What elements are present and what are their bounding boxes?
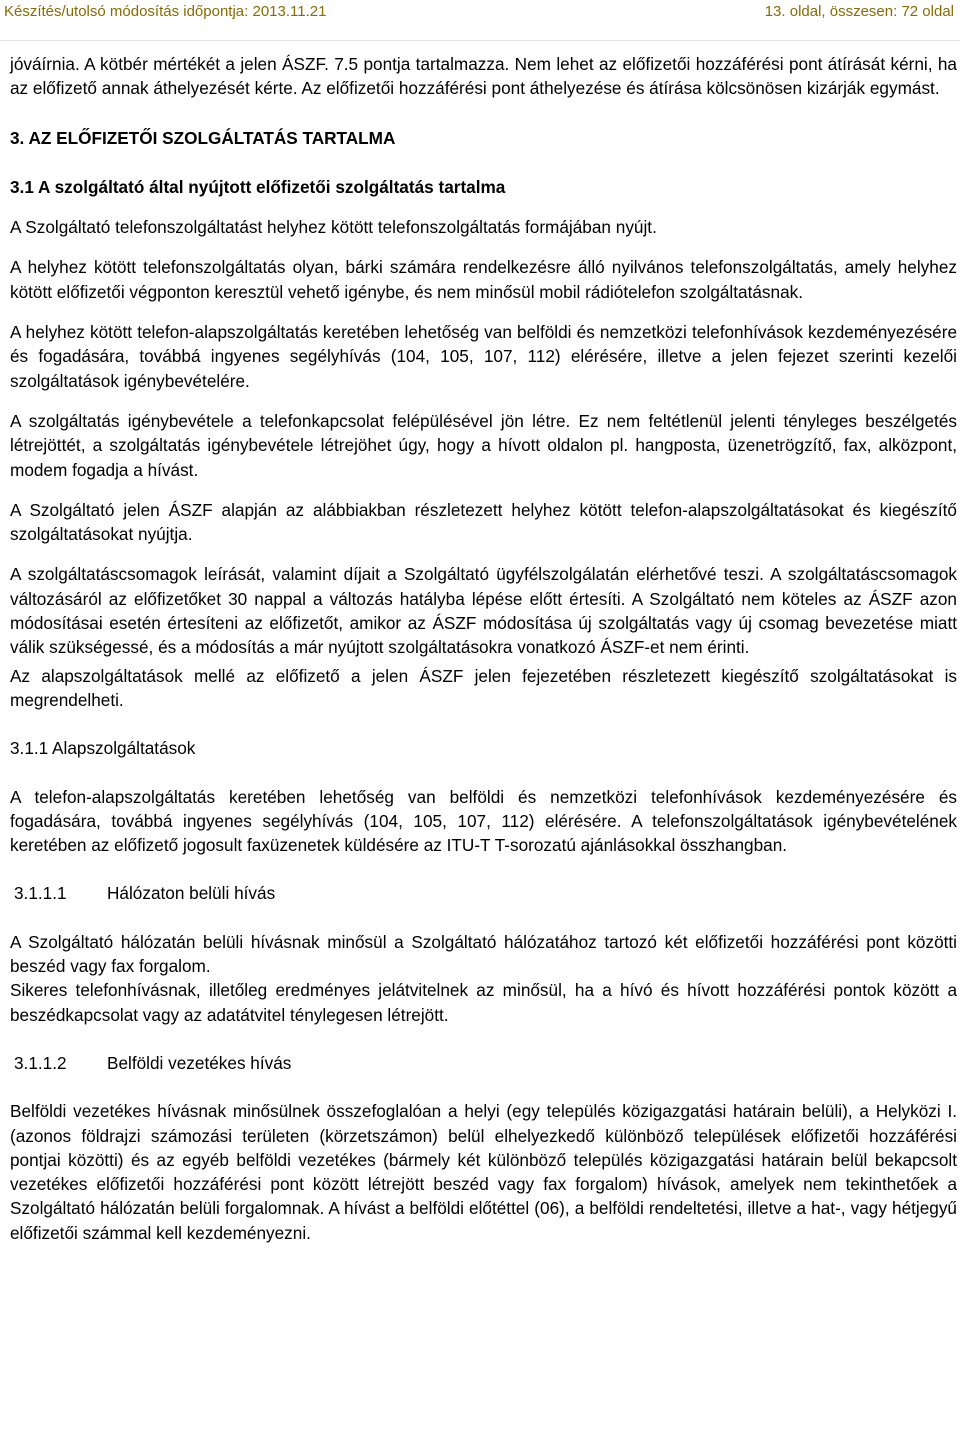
section-title: Belföldi vezetékes hívás <box>107 1052 292 1073</box>
section-heading-3-1-1-2 <box>10 1051 957 1075</box>
paragraph-intro: jóváírnia. A kötbér mértékét a jelen ÁSZF. 7.5 pontja tartalmazza. Nem lehet az előfizetői hozzáférési pont átírását kérni, ha az előfizető annak áthelyezését kérte. Az előfizetői hozzáférési pont áthelyezése és átírása kölcsönösen kizárják egymást. <box>10 54 957 99</box>
paragraph: Az alapszolgáltatások mellé az előfizető a jelen ÁSZF jelen fejezetében részletezett kiegészítő szolgáltatásokat is megrendelheti. <box>10 665 957 710</box>
paragraph: A helyhez kötött telefon-alapszolgáltatás keretében lehetőség van belföldi és nemzetközi telefonhívások kezdeményezésére és fogadására, továbbá ingyenes segélyhívás (104, 105, 107, 112) elérésére, illetve a jelen fejezet szerinti kezelői szolgáltatások igénybevételére. <box>10 322 957 391</box>
paragraph: Sikeres telefonhívásnak, illetőleg eredményes jelátvitelnek az minősül, ha a hívó és hívott hozzáférési pontok között a beszédkapcsolat vagy az adatátvitel ténylegesen létrejött. <box>10 980 957 1025</box>
section-number: 3.1.1.2 <box>14 1052 67 1073</box>
section-title: Hálózaton belüli hívás <box>107 883 276 904</box>
page-header <box>0 0 960 41</box>
header-page-count: 13. oldal, összesen: 72 oldal <box>764 3 954 20</box>
section-heading-3-1-1: 3.1.1 Alapszolgáltatások <box>10 738 196 759</box>
paragraph: A szolgáltatáscsomagok leírását, valamint díjait a Szolgáltató ügyfélszolgálatán elérhetővé teszi. A szolgáltatáscsomagok változásáról az előfizetőket 30 nappal a változás hatályba lépése előtt értesíti. A Szolgáltató nem köteles az ÁSZF azon módosításai esetén értesíteni az előfizetőt, amikor az ÁSZF módosítása új szolgáltatás vagy új csomag bevezetése miatt válik szükségessé, és a módosítás a már nyújtott szolgáltatásokra vonatkozó ÁSZF-et nem érinti. <box>10 564 957 658</box>
section-number: 3.1.1.1 <box>14 883 67 904</box>
paragraph: A Szolgáltató telefonszolgáltatást helyhez kötött telefonszolgáltatás formájában nyújt. <box>10 217 657 238</box>
paragraph: A szolgáltatás igénybevétele a telefonkapcsolat felépülésével jön létre. Ez nem feltétlenül jelenti tényleges beszélgetés létrejöttét, a szolgáltatás igénybevétele létrejöhet úgy, hogy a hívott oldalon pl. hangposta, üzenetrögzítő, fax, alközpont, modem fogadja a hívást. <box>10 410 957 480</box>
header-timestamp: Készítés/utolsó módosítás időpontja: 2013.11.21 <box>4 3 327 20</box>
document-body <box>10 40 957 1245</box>
paragraph: A Szolgáltató jelen ÁSZF alapján az alábbiakban részletezett helyhez kötött telefon-alapszolgáltatásokat és kiegészítő szolgáltatásokat nyújtja. <box>10 499 957 545</box>
paragraph: A helyhez kötött telefonszolgáltatás olyan, bárki számára rendelkezésre álló nyilvános telefonszolgáltatás, amely helyhez kötött előfizetői végponton keresztül vehető igénybe, és nem minősül mobil rádiótelefon szolgáltatásnak. <box>10 257 957 302</box>
paragraph: Belföldi vezetékes hívásnak minősülnek összefoglalóan a helyi (egy település közigazgatási határain belüli), a Helyközi I. (azonos földrajzi számozási területen (körzetszámon) belül elhelyezkedő különböző települések előfizetői hozzáférési pontjai közötti) és az egyéb belföldi vezetékes (bármely két különböző település közigazgatási határain belül bekapcsolt vezetékes előfizetői hozzáférési pont között létrejött beszéd vagy fax forgalom) hívások, amelyek nem tekinthetőek a Szolgáltató hálózatán belüli forgalomnak. A hívást a belföldi előtéttel (06), a belföldi rendeltetési, illetve a hat-, vagy hétjegyű előfizetői számmal kell kezdeményezni. <box>10 1101 957 1243</box>
section-heading-3: 3. AZ ELŐFIZETŐI SZOLGÁLTATÁS TARTALMA <box>10 127 396 148</box>
paragraph: A telefon-alapszolgáltatás keretében lehetőség van belföldi és nemzetközi telefonhívások kezdeményezésére és fogadására, továbbá ingyenes segélyhívás (104, 105, 107, 112) elérésére. A telefonszolgáltatások igénybevételének keretében az előfizető jogosult faxüzenetek küldésére az ITU-T T-sorozatú ajánlásokkal összhangban. <box>10 786 957 856</box>
section-heading-3-1: 3.1 A szolgáltató által nyújtott előfizetői szolgáltatás tartalma <box>10 176 506 197</box>
paragraph: A Szolgáltató hálózatán belüli hívásnak minősül a Szolgáltató hálózatához tartozó két előfizetői hozzáférési pont közötti beszéd vagy fax forgalom. <box>10 931 957 977</box>
section-heading-3-1-1-1 <box>10 881 957 905</box>
